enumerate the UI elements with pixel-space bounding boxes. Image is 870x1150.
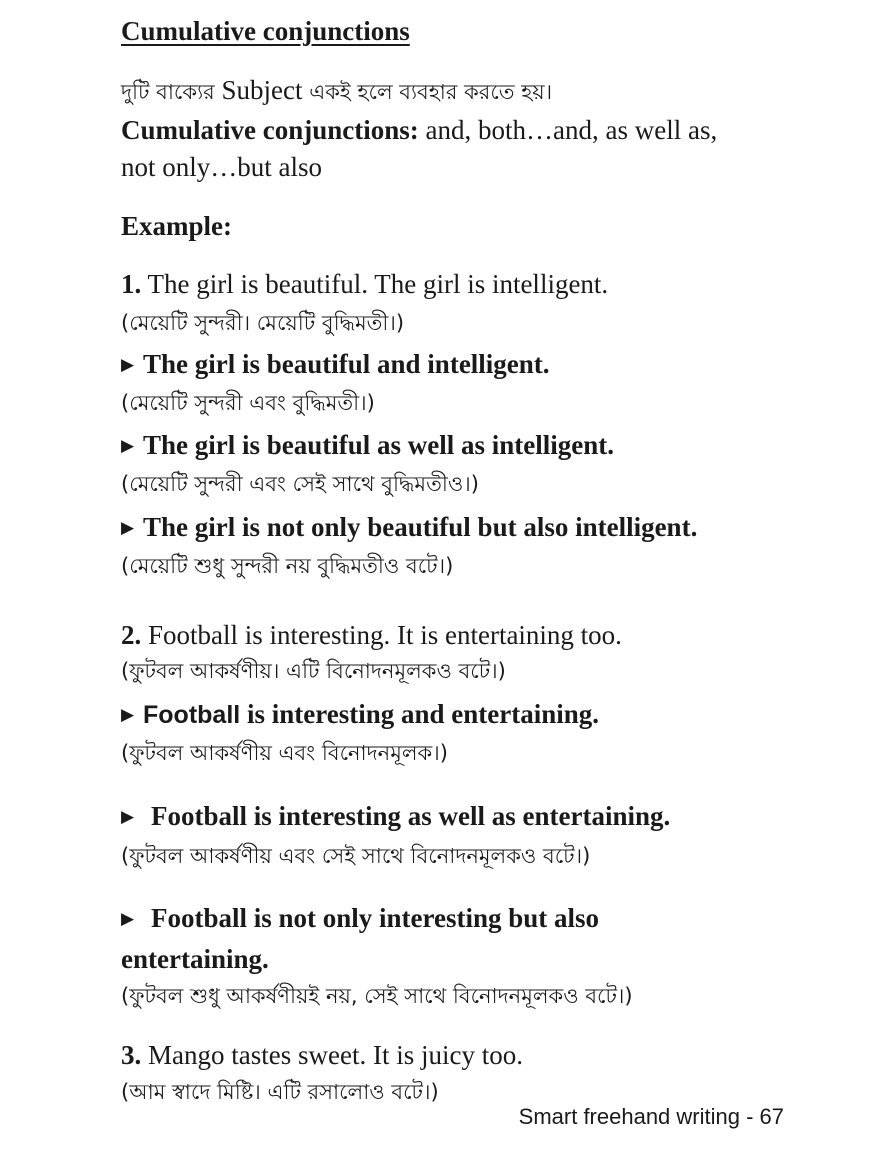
answer-text: Football is not only interesting but also — [151, 903, 600, 933]
example-3-translation: (আম স্বাদে মিষ্টি। এটি রসালোও বটে।) — [121, 1080, 439, 1104]
example-number: 2. — [121, 620, 142, 650]
example-text: The girl is beautiful. The girl is intelligent. — [147, 269, 609, 299]
example-2-answer-3-translation: (ফুটবল শুধু আকর্ষণীয়ই নয়, সেই সাথে বিনোদনমূলকও বটে।) — [121, 984, 633, 1008]
example-number: 3. — [121, 1040, 142, 1070]
conjunction-list-line-1 — [121, 114, 717, 146]
example-number: 1. — [121, 269, 142, 299]
example-1-answer-3 — [121, 511, 697, 544]
triangle-right-icon: ▶ — [121, 705, 135, 725]
answer-text: The girl is beautiful and intelligent. — [143, 349, 550, 379]
example-2-answer-2 — [121, 800, 670, 833]
intro-note-subject: Subject — [221, 75, 303, 105]
conjunction-list-line-2: not only…but also — [121, 152, 322, 182]
answer-text: is interesting and entertaining. — [246, 699, 599, 729]
example-2-answer-3 — [121, 902, 599, 935]
conjunction-list-label: Cumulative conjunctions: — [121, 115, 419, 145]
answer-lead-word: Football — [143, 701, 241, 729]
example-2-translation: (ফুটবল আকর্ষণীয়। এটি বিনোদনমূলকও বটে।) — [121, 659, 506, 683]
answer-text: The girl is not only beautiful but also intelligent. — [143, 512, 698, 542]
example-2-answer-3-continued: entertaining. — [121, 944, 269, 974]
example-2-sentence — [121, 619, 622, 651]
example-text: Mango tastes sweet. It is juicy too. — [148, 1040, 523, 1070]
example-2-answer-1-translation: (ফুটবল আকর্ষণীয় এবং বিনোদনমূলক।) — [121, 741, 448, 765]
example-1-answer-1 — [121, 348, 550, 381]
triangle-right-icon: ▶ — [121, 355, 135, 375]
intro-note — [121, 74, 552, 107]
example-1-translation: (মেয়েটি সুন্দরী। মেয়েটি বুদ্ধিমতী।) — [121, 311, 405, 335]
intro-note-suffix: একই হলে ব্যবহার করতে হয়। — [309, 80, 553, 104]
example-heading: Example: — [121, 211, 232, 241]
answer-text: The girl is beautiful as well as intelligent. — [143, 430, 615, 460]
triangle-right-icon: ▶ — [121, 807, 135, 827]
page-footer: Smart freehand writing - 67 — [518, 1104, 784, 1129]
example-text: Football is interesting. It is entertaining too. — [148, 620, 622, 650]
example-3-sentence — [121, 1039, 523, 1071]
triangle-right-icon: ▶ — [121, 909, 135, 929]
triangle-right-icon: ▶ — [121, 436, 135, 456]
example-1-sentence — [121, 268, 608, 300]
answer-text: Football is interesting as well as entertaining. — [151, 801, 671, 831]
triangle-right-icon: ▶ — [121, 518, 135, 538]
example-1-answer-2 — [121, 429, 614, 462]
intro-note-prefix: দুটি বাক্যের — [121, 80, 215, 104]
example-2-answer-1 — [121, 698, 599, 731]
example-1-answer-2-translation: (মেয়েটি সুন্দরী এবং সেই সাথে বুদ্ধিমতীও।) — [121, 472, 479, 496]
conjunction-list-items: and, both…and, as well as, — [425, 115, 718, 145]
example-1-answer-3-translation: (মেয়েটি শুধু সুন্দরী নয় বুদ্ধিমতীও বটে।) — [121, 554, 454, 578]
example-2-answer-2-translation: (ফুটবল আকর্ষণীয় এবং সেই সাথে বিনোদনমূলকও বটে।) — [121, 844, 591, 868]
page-title: Cumulative conjunctions — [121, 16, 410, 46]
example-1-answer-1-translation: (মেয়েটি সুন্দরী এবং বুদ্ধিমতী।) — [121, 391, 375, 415]
